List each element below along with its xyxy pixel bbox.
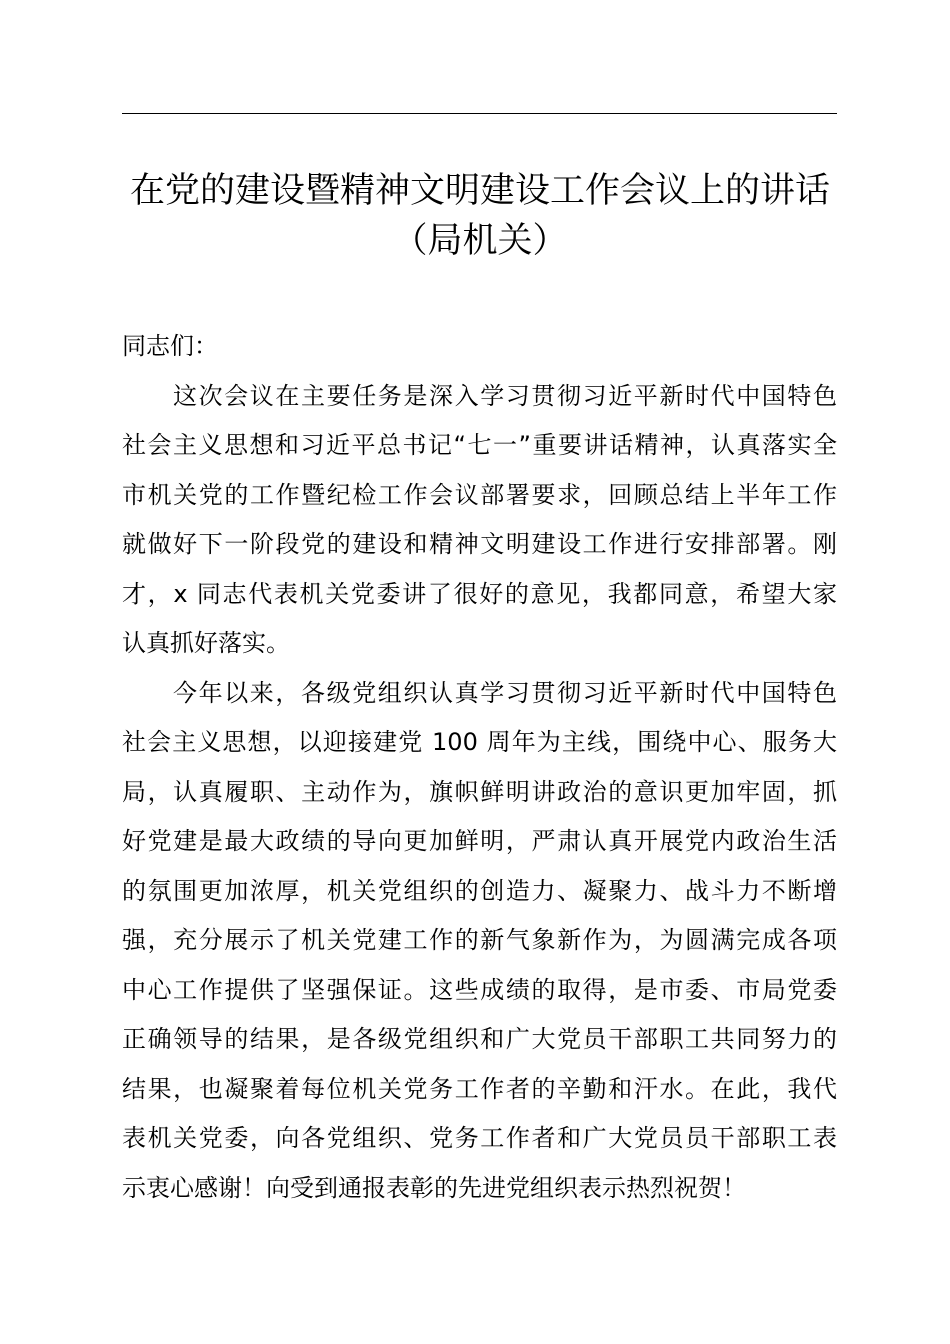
document-body <box>122 322 837 1213</box>
title-line-1: 在党的建设暨精神文明建设工作会议上的讲话 <box>129 171 830 211</box>
paragraph-1 <box>122 372 837 669</box>
paragraph-line: 好党建是最大政绩的导向更加鲜明，严肃认真开展党内政治生活 <box>122 827 837 855</box>
header-rule <box>122 113 837 114</box>
title-line-2: （局机关） <box>392 221 568 261</box>
paragraph-line: 结果，也凝聚着每位机关党务工作者的辛勤和汗水。在此，我代 <box>122 1074 837 1103</box>
paragraph-line: 认真抓好落实。 <box>122 629 290 657</box>
paragraph-line: 的氛围更加浓厚，机关党组织的创造力、凝聚力、战斗力不断增 <box>122 876 837 905</box>
paragraph-2 <box>122 669 837 1214</box>
paragraph-line: 就做好下一阶段党的建设和精神文明建设工作进行安排部署。刚 <box>122 530 837 558</box>
paragraph-line: 局，认真履职、主动作为，旗帜鲜明讲政治的意识更加牢固，抓 <box>122 777 837 806</box>
paragraph-line: 强，充分展示了机关党建工作的新气象新作为，为圆满完成各项 <box>122 926 837 954</box>
paragraph-line: 正确领导的结果，是各级党组织和广大党员干部职工共同努力的 <box>122 1025 837 1053</box>
paragraph-line: 今年以来，各级党组织认真学习贯彻习近平新时代中国特色 <box>173 678 837 707</box>
paragraph-line: 才，x 同志代表机关党委讲了很好的意见，我都同意，希望大家 <box>122 579 837 608</box>
paragraph-line: 社会主义思想，以迎接建党 100 周年为主线，围绕中心、服务大 <box>122 728 837 756</box>
paragraph-line: 社会主义思想和习近平总书记“七一”重要讲话精神，认真落实全 <box>122 431 837 459</box>
paragraph-line: 中心工作提供了坚强保证。这些成绩的取得，是市委、市局党委 <box>122 975 837 1004</box>
document-title <box>110 166 850 266</box>
paragraph-line: 市机关党的工作暨纪检工作会议部署要求，回顾总结上半年工作 <box>122 480 837 509</box>
paragraph-line: 示衷心感谢！向受到通报表彰的先进党组织表示热烈祝贺！ <box>122 1173 746 1202</box>
paragraph-line: 这次会议在主要任务是深入学习贯彻习近平新时代中国特色 <box>173 381 837 410</box>
paragraph-line: 表机关党委，向各党组织、党务工作者和广大党员员干部职工表 <box>122 1124 837 1152</box>
salutation: 同志们： <box>122 332 218 360</box>
